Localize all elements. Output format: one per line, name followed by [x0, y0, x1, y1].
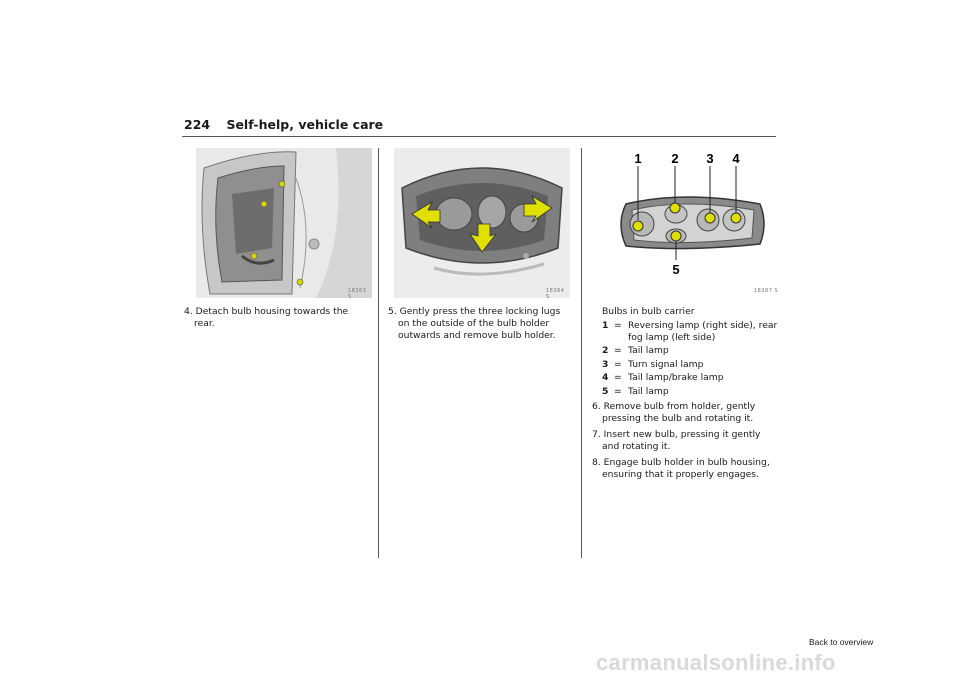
- callout-2: 2: [671, 151, 679, 166]
- callout-3: 3: [706, 151, 714, 166]
- back-to-overview-link[interactable]: Back to overview: [809, 637, 874, 647]
- legend-key: 4: [602, 372, 609, 383]
- header-rule: [182, 136, 776, 137]
- callout-1: 1: [634, 151, 642, 166]
- locking-lugs-illustration: [394, 148, 570, 298]
- legend-item: [602, 320, 780, 343]
- step-8-text: 8. Engage bulb holder in bulb housing, ensuring that it properly engages.: [592, 457, 770, 480]
- figure-number: 18384 S: [546, 288, 565, 300]
- callout-5: 5: [672, 262, 680, 277]
- legend-separator: =: [614, 345, 622, 356]
- legend-text: Tail lamp: [628, 385, 669, 397]
- legend-separator: =: [614, 372, 622, 383]
- figure-bulb-holder-lugs: [394, 148, 570, 298]
- figure-bulb-carrier: [604, 148, 780, 298]
- figure-bulb-housing: [196, 148, 372, 298]
- page-number: 224: [184, 117, 211, 132]
- legend-item: [602, 345, 780, 357]
- page-header: [184, 117, 383, 132]
- legend-key: 5: [602, 385, 609, 397]
- step-6-text: 6. Remove bulb from holder, gently pressing the bulb and rotating it.: [592, 401, 756, 424]
- legend-key: 1: [602, 320, 609, 331]
- legend-title: Bulbs in bulb carrier: [602, 306, 695, 317]
- legend-text: Tail lamp/brake lamp: [628, 372, 724, 383]
- step-4-text: 4. Detach bulb housing towards the rear.: [184, 306, 349, 329]
- legend-separator: =: [614, 358, 622, 370]
- step-7-text: 7. Insert new bulb, pressing it gently and rotating it.: [592, 429, 761, 452]
- bulb-legend: [602, 320, 780, 399]
- step-5: [388, 306, 574, 342]
- bulb-housing-illustration: [196, 148, 372, 298]
- legend-key: 2: [602, 345, 609, 356]
- legend-item: [602, 372, 780, 384]
- legend-text: Reversing lamp (right side), rear fog lamp (left side): [628, 320, 778, 343]
- step-5-text: 5. Gently press the three locking lugs on the outside of the bulb holder outwards and remove bulb holder.: [388, 306, 561, 341]
- step-4: [184, 306, 370, 330]
- legend-separator: =: [614, 385, 622, 397]
- legend-separator: =: [614, 320, 622, 331]
- column-divider-2: [581, 148, 582, 558]
- steps-6-8: [592, 401, 780, 485]
- legend-item: [602, 386, 780, 398]
- section-title: Self-help, vehicle care: [226, 117, 384, 132]
- figure-number: 18263 S: [348, 288, 367, 300]
- column-divider-1: [378, 148, 379, 558]
- legend-text: Tail lamp: [628, 345, 669, 356]
- legend-key: 3: [602, 358, 609, 370]
- watermark: carmanualsonline.info: [596, 650, 836, 675]
- legend-text: Turn signal lamp: [628, 358, 704, 370]
- legend-item: [602, 359, 780, 371]
- bulb-carrier-illustration: [604, 148, 780, 298]
- figure-number: 18387 S: [754, 288, 779, 294]
- callout-4: 4: [732, 151, 740, 166]
